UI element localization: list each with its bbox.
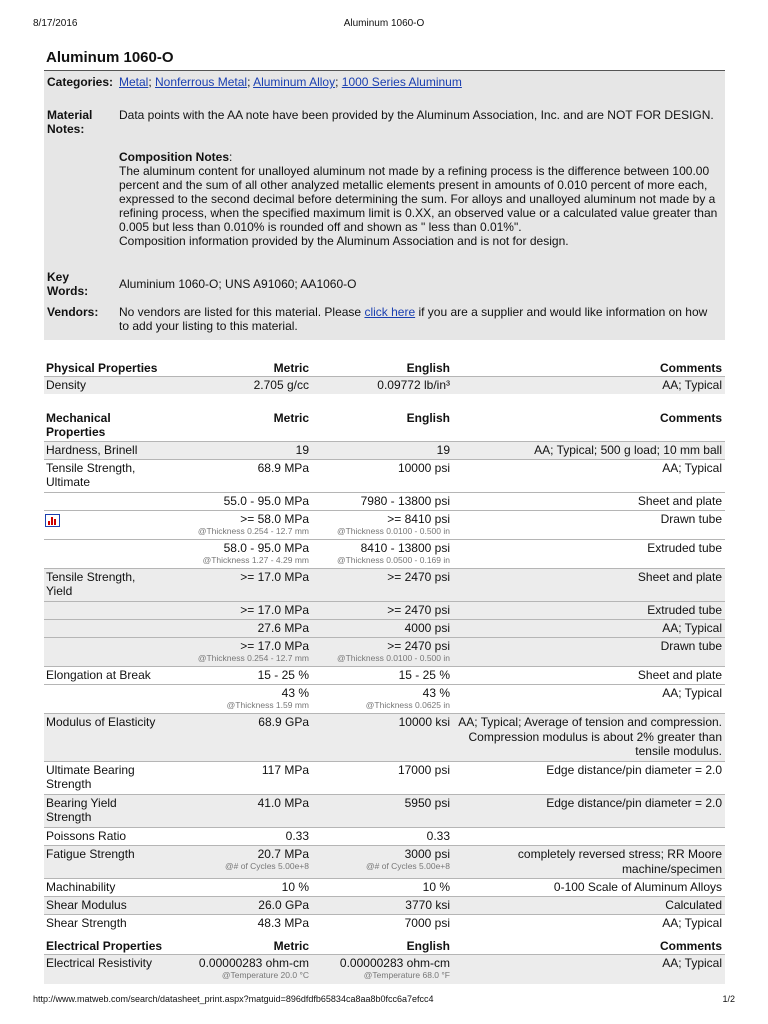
table-row: Fatigue Strength 20.7 MPa @# of Cycles 5.00e+8 3000 psi @# of Cycles 5.00e+8 completely reversed stress; RR Moore machine/specimen [44,845,725,878]
table-row: Machinability 10 % 10 % 0-100 Scale of Aluminum Alloys [44,878,725,896]
categories-list: Metal; Nonferrous Metal; Aluminum Alloy; 1000 Series Aluminum [119,75,462,89]
comments-header: Comments [659,361,722,375]
table-row: Shear Modulus 26.0 GPa 3770 ksi Calculated [44,896,725,914]
vendor-click-here-link[interactable]: click here [364,305,416,319]
categories-label: Categories: [47,75,114,89]
metric-header: Metric [273,361,309,375]
composition-source: Composition information provided by the Aluminum Association and is not for design. [119,234,569,248]
table-row: Elongation at Break 15 - 25 % 15 - 25 % Sheet and plate [44,666,725,684]
footer-url: http://www.matweb.com/search/datasheet_print.aspx?matguid=896dfdfb65834ca8aa8b0fcc6a7efcc4 [33,994,434,1004]
english-header: English [406,361,450,375]
material-info-panel [44,71,725,340]
table-row: Density 2.705 g/cc 0.09772 lb/in³ AA; Typical [44,376,725,394]
category-link-1000-series[interactable]: 1000 Series Aluminum [341,75,462,89]
category-link-metal[interactable]: Metal [119,75,149,89]
table-row: >= 17.0 MPa >= 2470 psi Extruded tube [44,601,725,619]
material-notes-label: Material Notes: [47,108,93,136]
english-header: English [406,411,450,425]
table-row: Ultimate Bearing Strength 117 MPa 17000 psi Edge distance/pin diameter = 2.0 [44,761,725,794]
table-row: Shear Strength 48.3 MPa 7000 psi AA; Typical [44,914,725,932]
section-title: Physical Properties [46,361,158,375]
metric-header: Metric [273,939,309,953]
bar-chart-icon[interactable] [45,514,60,527]
category-link-nonferrous[interactable]: Nonferrous Metal [155,75,248,89]
english-header: English [406,939,450,953]
print-header-title: Aluminum 1060-O [343,18,425,29]
mechanical-properties-table [44,410,725,932]
table-row: Hardness, Brinell 19 19 AA; Typical; 500 g load; 10 mm ball [44,441,725,459]
vendors-label: Vendors: [47,305,99,319]
page-number: 1/2 [722,994,735,1004]
table-row: 55.0 - 95.0 MPa 7980 - 13800 psi Sheet and plate [44,492,725,510]
table-row: Electrical Resistivity 0.00000283 ohm-cm @Temperature 20.0 °C 0.00000283 ohm-cm @Temperature 68.0 °F AA; Typical [44,954,725,984]
composition-notes-text: The aluminum content for unalloyed aluminum not made by a refining process is the difference between 100.00 percent and the sum of all other analyzed metallic elements present in amounts of 0.010 percent of more each, expressed to the second decimal before determining the sum. For alloys and unalloyed aluminum not made by a refining process, when the specified maximum limit is 0.XX, an observed value or a calculated value greater than 0.005 but less than 0.010% is rounded off and shown as " less than 0.01%". [119,164,718,234]
table-row: 43 % @Thickness 1.59 mm 43 % @Thickness 0.0625 in AA; Typical [44,684,725,713]
comments-header: Comments [659,411,722,425]
table-row: Bearing Yield Strength 41.0 MPa 5950 psi Edge distance/pin diameter = 2.0 [44,794,725,827]
keywords: Aluminium 1060-O; UNS A91060; AA1060-O [119,277,357,291]
physical-properties-table [44,360,725,394]
table-header-row [44,938,725,954]
table-row: Tensile Strength, Yield >= 17.0 MPa >= 2470 psi Sheet and plate [44,568,725,601]
composition-notes: Composition Notes: The aluminum content for unalloyed aluminum not made by a refining process is the difference between 100.00 percent and the sum of all other analyzed metallic elements present in amounts of 0.010 percent of more each, expressed to the second decimal before determining the sum. For alloys and unalloyed aluminum not made by a refining process, when the specified maximum limit is 0.XX, an observed value or a calculated value greater than 0.005 but less than 0.010% is rounded off and shown as " less than 0.01%". Composition information provided by the Aluminum Association and is not for design. [119,150,718,248]
keywords-label: Key Words: [47,270,89,298]
category-link-aluminum-alloy[interactable]: Aluminum Alloy [253,75,336,89]
comments-header: Comments [659,939,722,953]
material-title: Aluminum 1060-O [46,49,174,66]
section-title: Electrical Properties [46,939,163,953]
table-row: >= 58.0 MPa @Thickness 0.254 - 12.7 mm >= 8410 psi @Thickness 0.0100 - 0.500 in Drawn tube [44,510,725,539]
table-row: Poissons Ratio 0.33 0.33 [44,827,725,845]
material-notes: Data points with the AA note have been provided by the Aluminum Association, Inc. and are NOT FOR DESIGN. [119,108,714,122]
table-header-row [44,410,725,441]
table-row: Tensile Strength, Ultimate 68.9 MPa 10000 psi AA; Typical [44,459,725,492]
table-row: Modulus of Elasticity 68.9 GPa 10000 ksi AA; Typical; Average of tension and compression. Compression modulus is about 2% greater than tensile modulus. [44,713,725,761]
table-row: 58.0 - 95.0 MPa @Thickness 1.27 - 4.29 mm 8410 - 13800 psi @Thickness 0.0500 - 0.169 in Extruded tube [44,539,725,568]
composition-notes-title: Composition Notes [119,150,229,164]
metric-header: Metric [273,411,309,425]
section-title: Mechanical Properties [46,411,111,439]
table-header-row [44,360,725,376]
electrical-properties-table [44,938,725,984]
table-row: >= 17.0 MPa @Thickness 0.254 - 12.7 mm >= 2470 psi @Thickness 0.0100 - 0.500 in Drawn tube [44,637,725,666]
print-date: 8/17/2016 [33,18,78,29]
vendors-text: No vendors are listed for this material. Please click here if you are a supplier and would like information on how to add your listing to this material. [119,305,708,333]
table-row: 27.6 MPa 4000 psi AA; Typical [44,619,725,637]
